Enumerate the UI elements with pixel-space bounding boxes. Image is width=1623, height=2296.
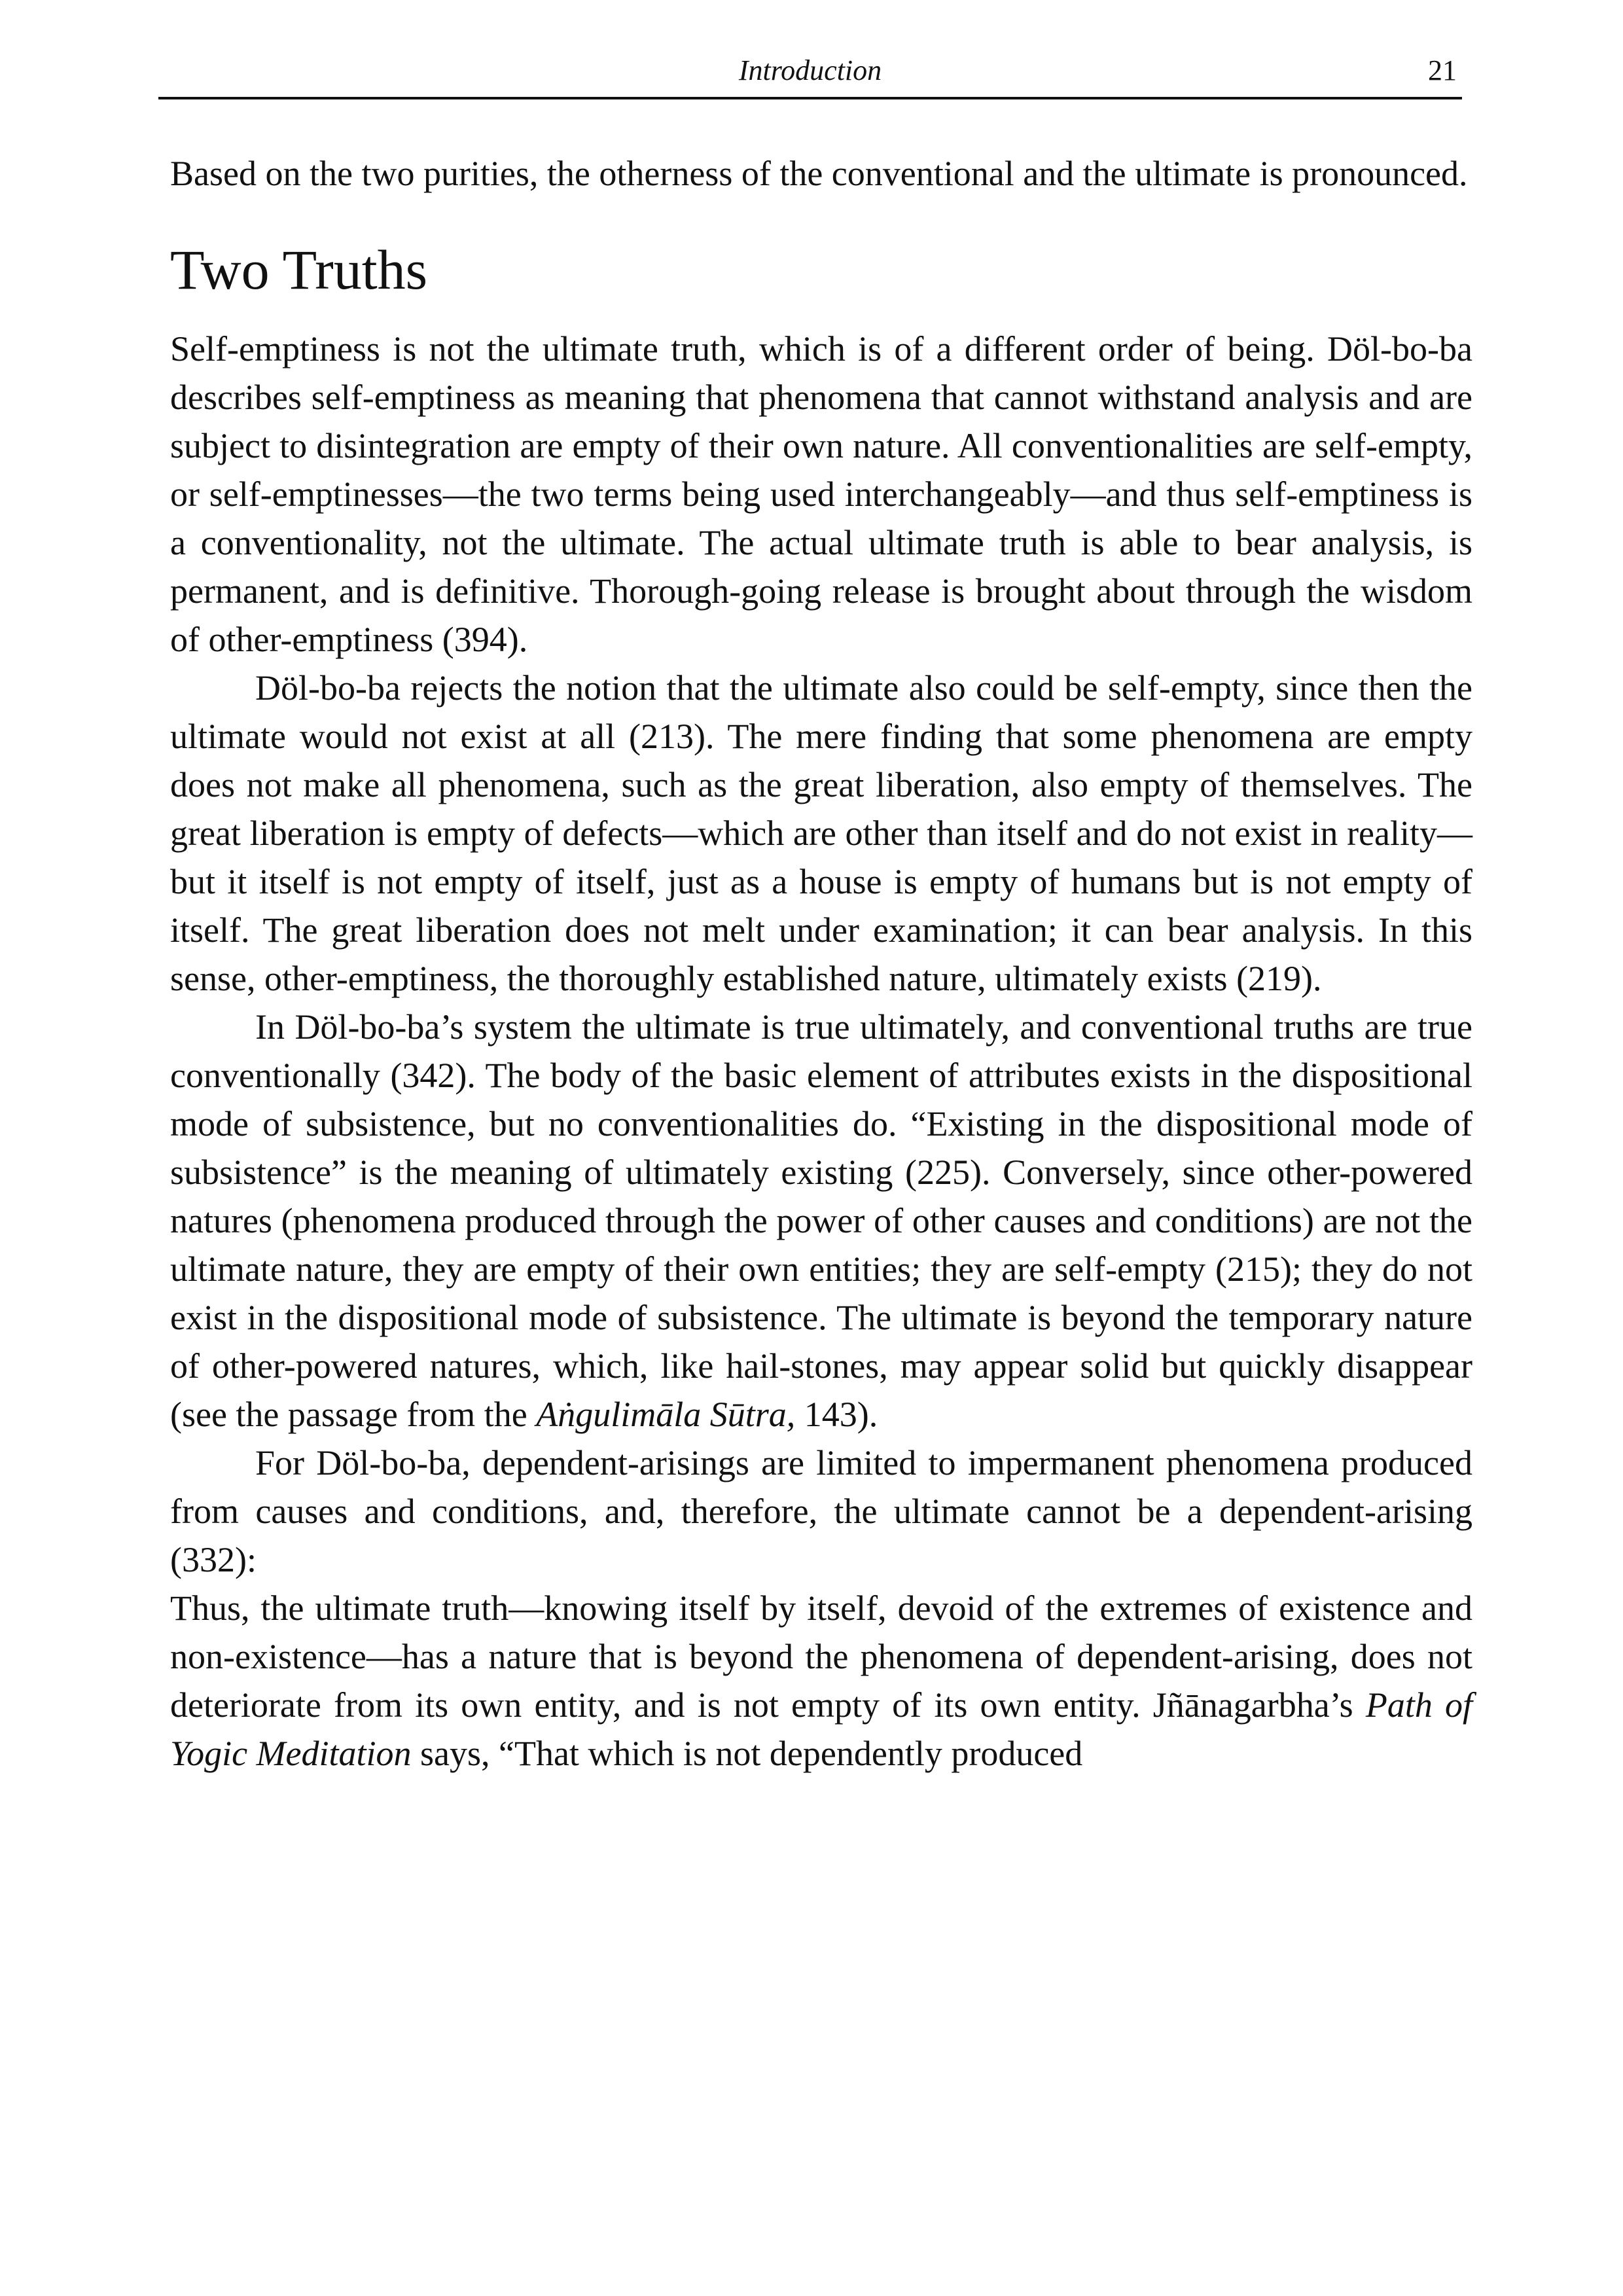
sutra-title: Aṅgulimāla Sūtra,: [536, 1395, 796, 1434]
section-heading: Two Truths: [170, 238, 428, 301]
block-quote: [170, 1584, 1472, 1778]
quote-text-before-title: Thus, the ultimate truth—knowing itself by itself, devoid of the extremes of existence and non-existence—has a nature that is beyond the phenomena of dependent-arising, does not deteriorate from its own entity, and is not empty of its own entity. Jñānagarbha’s: [170, 1588, 1472, 1725]
paragraph-3-text-after-title: 143).: [795, 1395, 878, 1434]
paragraph-3: [170, 1003, 1472, 1439]
paragraph-1: Self-emptiness is not the ultimate truth, which is of a different order of being. Döl-bo-ba describes self-emptiness as meaning that phenomena that cannot withstand analysis and are subject to disintegration are empty of their own nature. All conventionalities are self-empty, or self-emptinesses—the two terms being used interchangeably—and thus self-emptiness is a conventionality, not the ultimate. The actual ultimate truth is able to bear analysis, is permanent, and is definitive. Thorough-going release is brought about through the wisdom of other-emptiness (394).: [170, 329, 1472, 659]
quote-work-title: Path of Yogic Meditation: [170, 1685, 1472, 1773]
quote-text-after-title: says, “That which is not dependently produced: [411, 1734, 1083, 1773]
page-number: 21: [1428, 54, 1457, 86]
page-body: [170, 149, 1472, 1778]
paragraph-3-text-before-title: In Döl-bo-ba’s system the ultimate is true ultimately, and conventional truths are true conventionally (342). The body of the basic element of attributes exists in the dispositional mode of subsistence, but no conventionalities do. “Existing in the dispositional mode of subsistence” is the meaning of ultimately existing (225). Conversely, since other-powered natures (phenomena produced through the power of other causes and conditions) are not the ultimate nature, they are empty of their own entities; they are self-empty (215); they do not exist in the dispositional mode of subsistence. The ultimate is beyond the temporary nature of other-powered natures, which, like hail-stones, may appear solid but quickly disappear (see the passage from the: [170, 1007, 1472, 1434]
paragraph-4: For Döl-bo-ba, dependent-arisings are limited to impermanent phenomena produced from causes and conditions, and, therefore, the ultimate cannot be a dependent-arising (332):: [170, 1443, 1472, 1579]
opening-paragraph: Based on the two purities, the otherness of the conventional and the ultimate is pronounced.: [170, 154, 1468, 193]
running-title: Introduction: [738, 54, 882, 86]
paragraph-2: Döl-bo-ba rejects the notion that the ultimate also could be self-empty, since then the ultimate would not exist at all (213). The mere finding that some phenomena are empty does not make all phenomena, such as the great liberation, also empty of themselves. The great liberation is empty of defects—which are other than itself and do not exist in reality—but it itself is not empty of itself, just as a house is empty of humans but is not empty of itself. The great liberation does not melt under examination; it can bear analysis. In this sense, other-emptiness, the thoroughly established nature, ultimately exists (219).: [170, 668, 1472, 998]
running-head: [158, 46, 1462, 99]
